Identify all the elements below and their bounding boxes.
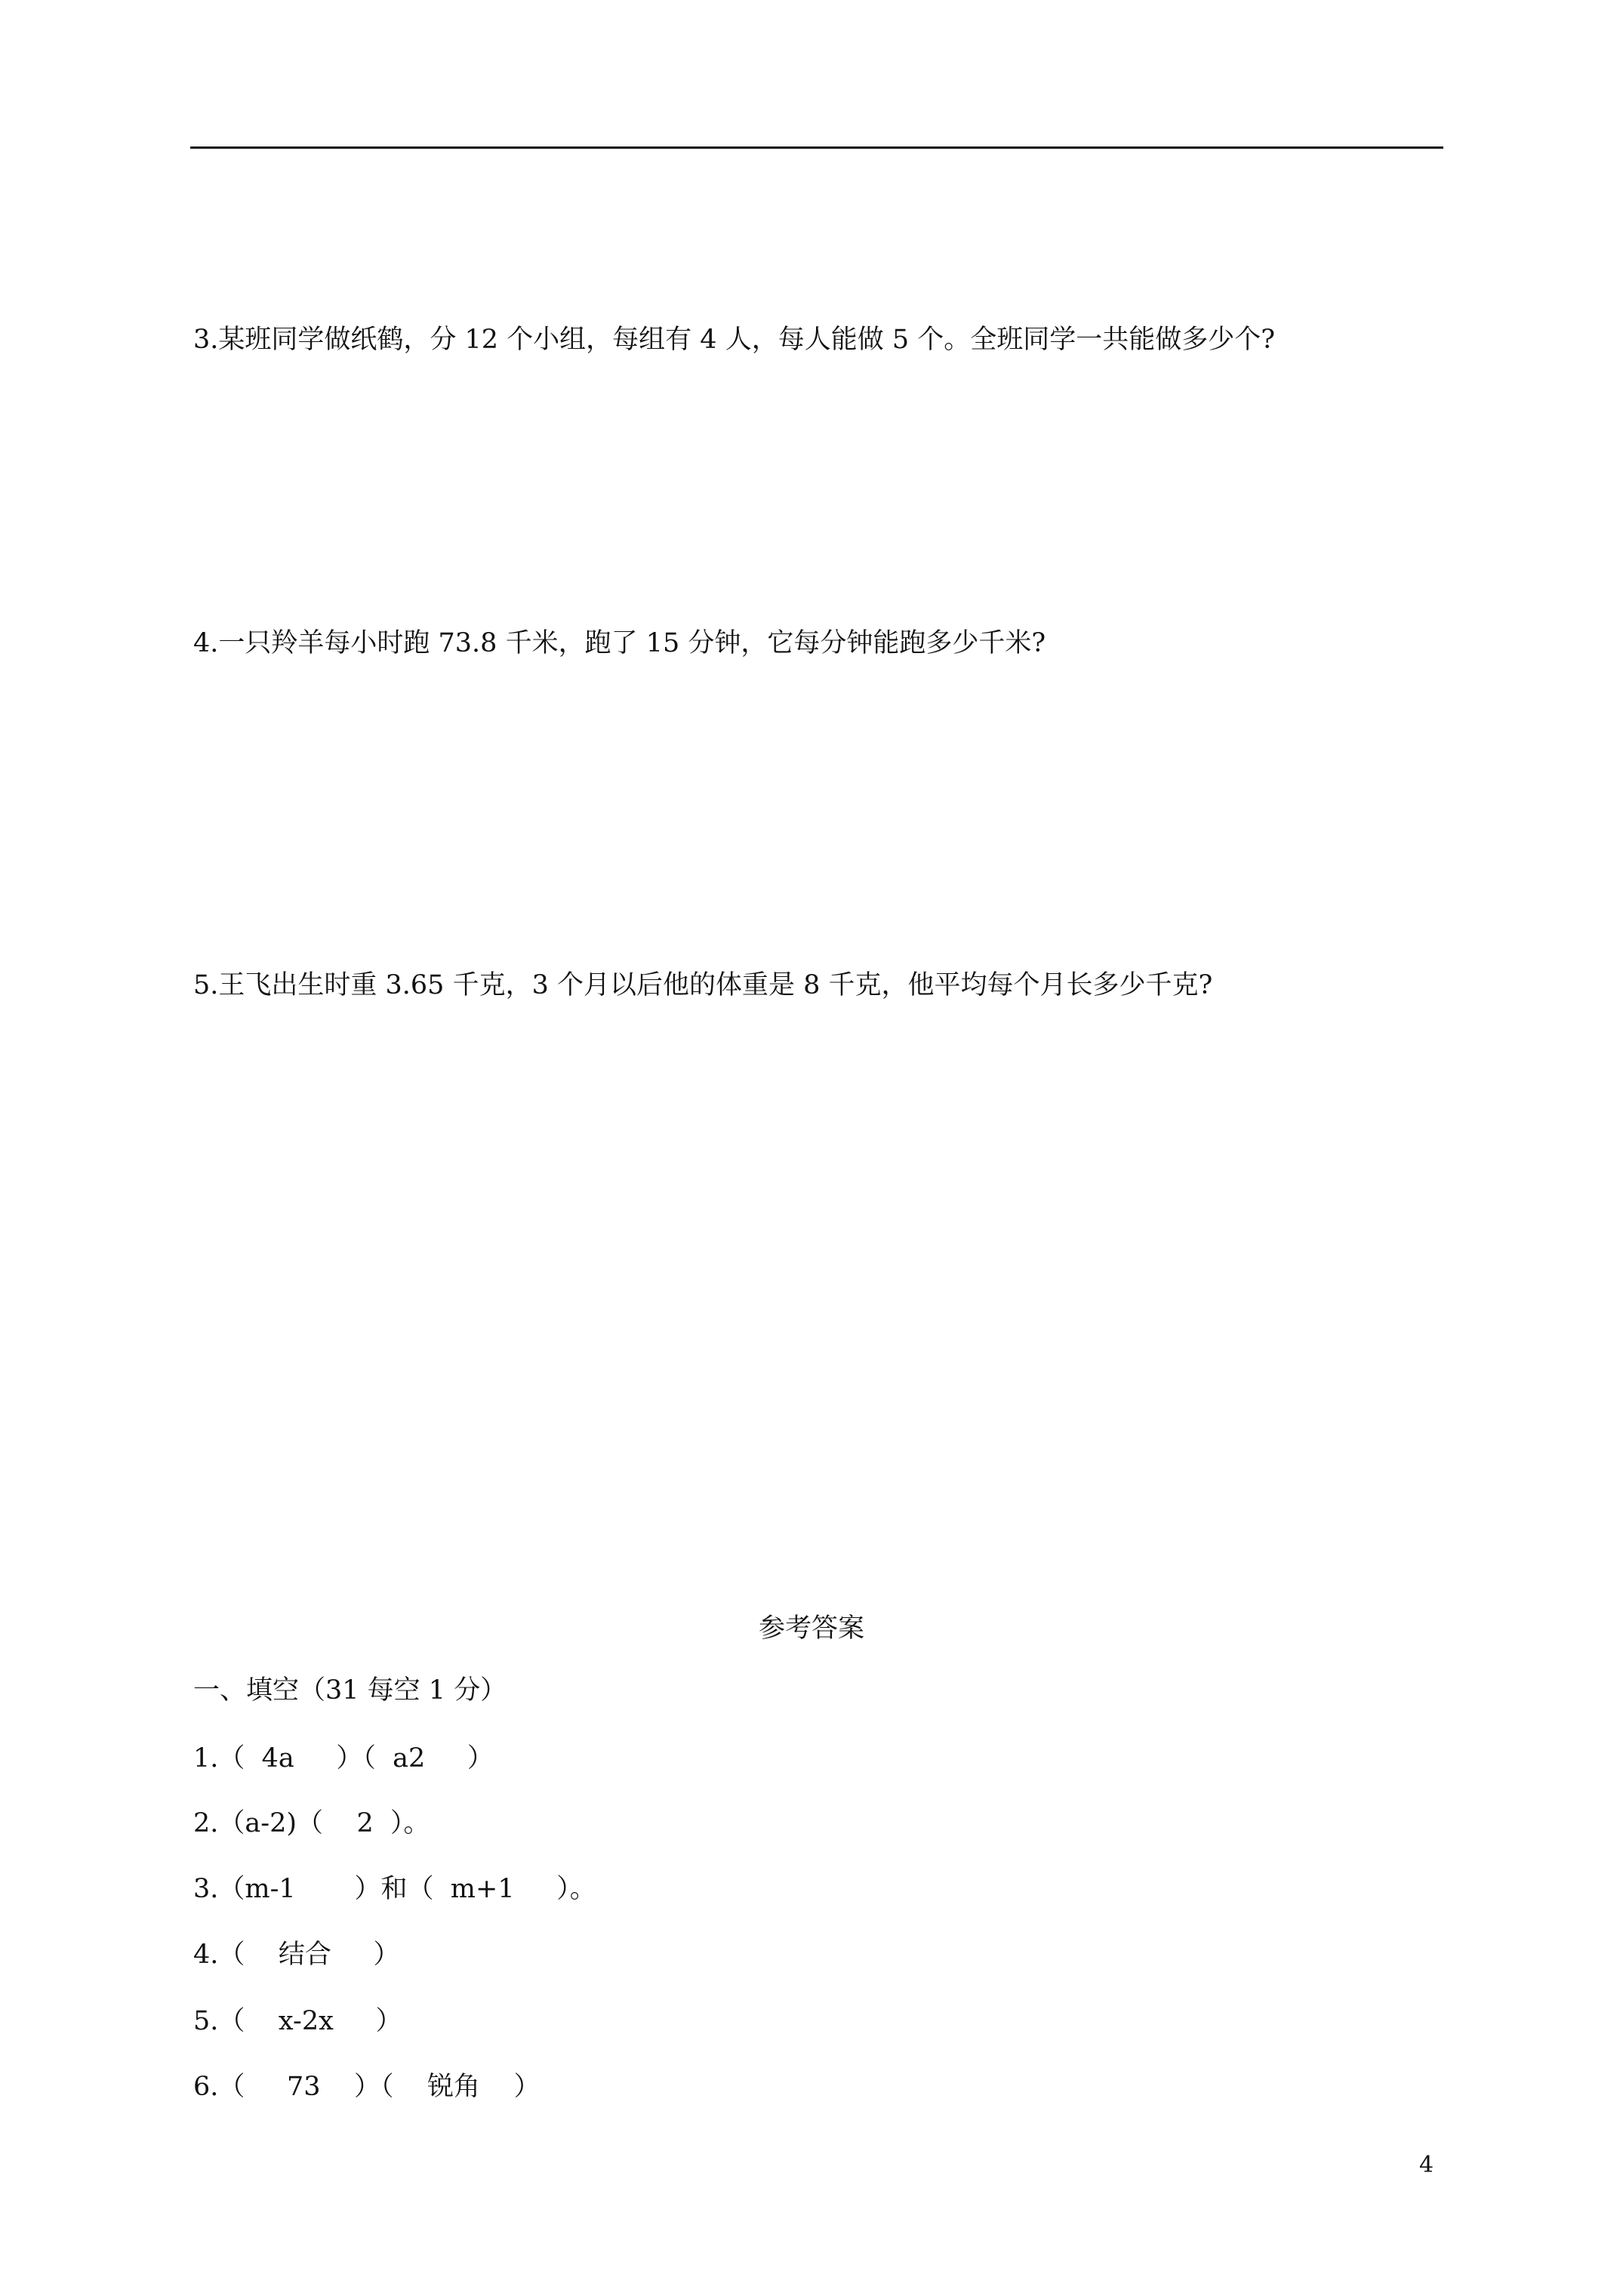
section-title: 一、填空（31 每空 1 分） bbox=[193, 1675, 507, 1706]
answer-item-4: 4.（ 结合 ） bbox=[193, 1940, 400, 1970]
question-3: 3.某班同学做纸鹤，分 12 个小组，每组有 4 人，每人能做 5 个。全班同学一共能做多少个? bbox=[193, 325, 1275, 355]
page-number: 4 bbox=[1419, 2152, 1434, 2178]
header-rule bbox=[190, 146, 1443, 149]
answer-item-5: 5.（ x-2x ） bbox=[193, 2006, 402, 2036]
answer-item-3: 3.（m-1 ）和（ m+1 ）。 bbox=[193, 1874, 596, 1904]
answer-item-2: 2.（a-2)（ 2 ）。 bbox=[193, 1808, 430, 1838]
question-5: 5.王飞出生时重 3.65 千克，3 个月以后他的体重是 8 千克，他平均每个月长多少千克? bbox=[193, 970, 1213, 1000]
answer-item-1: 1.（ 4a ）（ a2 ） bbox=[193, 1743, 494, 1774]
answers-title: 参考答案 bbox=[758, 1613, 864, 1644]
answer-item-6: 6.（ 73 ）（ 锐角 ） bbox=[193, 2072, 540, 2102]
question-4: 4.一只羚羊每小时跑 73.8 千米，跑了 15 分钟，它每分钟能跑多少千米? bbox=[193, 628, 1046, 658]
